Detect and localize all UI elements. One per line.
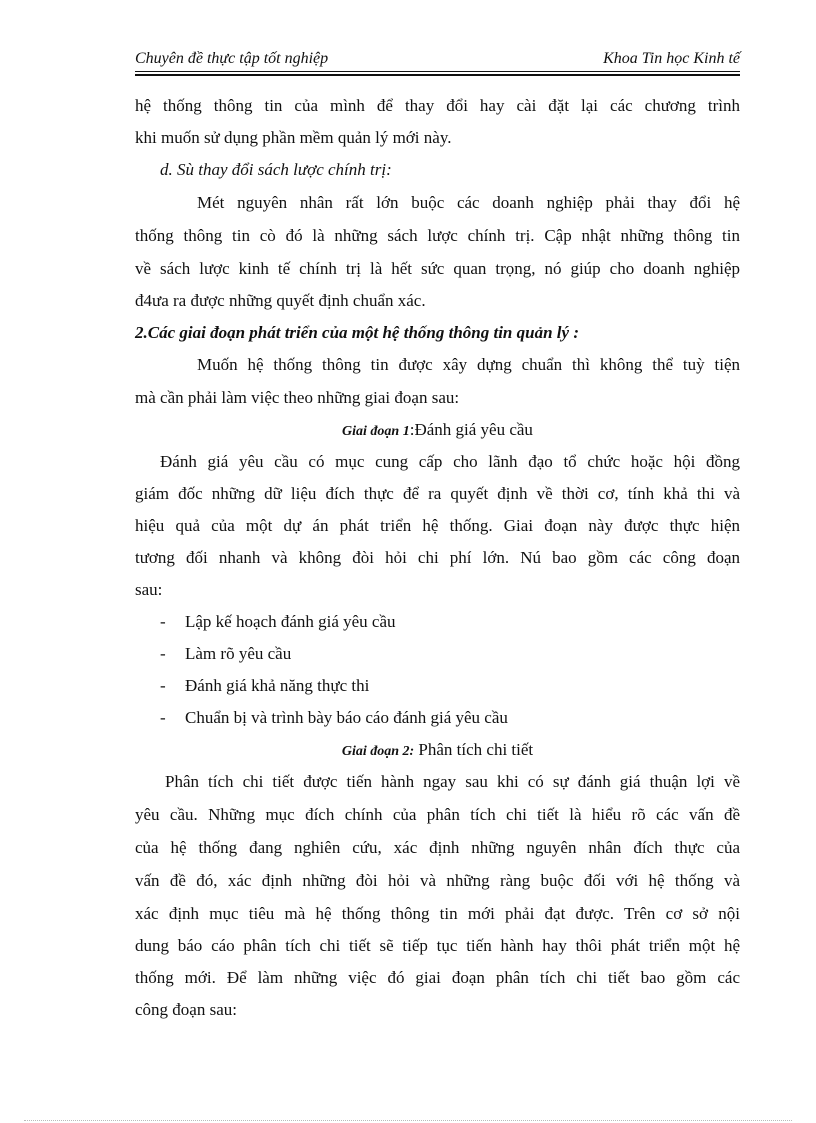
- stage-1-title: :Đánh giá yêu cầu: [409, 420, 533, 439]
- stage-1-heading: [135, 420, 740, 442]
- list-item-text: Lập kế hoạch đánh giá yêu cầu: [185, 612, 396, 631]
- paragraph-line: về sách lược kinh tế chính trị là hết sức quan trọng, nó giúp cho doanh nghiệp: [135, 259, 740, 278]
- paragraph-line: của hệ thống đang nghiên cứu, xác định những nguyên nhân đích thực của: [135, 838, 740, 857]
- paragraph-line: khi muốn sử dụng phần mềm quản lý mới này.: [135, 128, 452, 147]
- page-header: [135, 50, 740, 72]
- header-right-title: Khoa Tin học Kinh tế: [603, 50, 740, 67]
- paragraph-line: giám đốc những dữ liệu đích thực để ra quyết định về thời cơ, tính khả thi và: [135, 484, 740, 503]
- header-rule-thin: [135, 71, 740, 72]
- paragraph-line: công đoạn sau:: [135, 1000, 237, 1019]
- list-item-text: Chuẩn bị và trình bày báo cáo đánh giá yêu cầu: [185, 708, 508, 727]
- bullet-dash: -: [160, 612, 166, 631]
- bullet-dash: -: [160, 708, 166, 727]
- paragraph-line: mà cần phải làm việc theo những giai đoạn sau:: [135, 388, 460, 407]
- paragraph-line: hiệu quả của một dự án phát triển hệ thống. Giai đoạn này được thực hiện: [135, 516, 740, 535]
- paragraph-line: yêu cầu. Những mục đích chính của phân tích chi tiết là hiểu rõ các vấn đề: [135, 805, 740, 824]
- subheading-d: d. Sù thay đổi sách lược chính trị:: [160, 160, 392, 179]
- stage-2-label: Giai đoạn 2:: [341, 744, 415, 759]
- paragraph-line: Muốn hệ thống thông tin được xây dựng chuẩn thì không thể tuỳ tiện: [197, 355, 740, 374]
- paragraph-line: sau:: [135, 580, 163, 599]
- paragraph-line: tương đối nhanh và không đòi hỏi chi phí lớn. Nú bao gồm các công đoạn: [135, 548, 740, 567]
- stage-2-heading: [135, 740, 740, 762]
- paragraph-line: Đánh giá yêu cầu có mục cung cấp cho lãnh đạo tổ chức hoặc hội đồng: [160, 452, 740, 471]
- paragraph-line: hệ thống thông tin của mình để thay đổi hay cài đặt lại các chương trình: [135, 96, 740, 115]
- bullet-dash: -: [160, 676, 166, 695]
- paragraph-line: Phân tích chi tiết được tiến hành ngay sau khi có sự đánh giá thuận lợi về: [165, 772, 740, 791]
- paragraph-line: đ4ưa ra được những quyết định chuẩn xác.: [135, 291, 426, 310]
- paragraph-line: vấn đề đó, xác định những đòi hỏi và những ràng buộc đối với hệ thống và: [135, 871, 740, 890]
- header-left-title: Chuyên đề thực tập tốt nghiệp: [135, 50, 329, 67]
- header-rule-thick: [135, 74, 740, 76]
- stage-2-title: Phân tích chi tiết: [414, 740, 534, 759]
- page-bottom-divider: [24, 1120, 792, 1121]
- paragraph-line: Mét nguyên nhân rất lớn buộc các doanh nghiệp phải thay đổi hệ: [197, 193, 740, 212]
- paragraph-line: thống mới. Để làm những việc đó giai đoạn phân tích chi tiết bao gồm các: [135, 968, 740, 987]
- paragraph-line: xác định mục tiêu mà hệ thống thông tin mới phải đạt được. Trên cơ sở nội: [135, 904, 740, 923]
- section-heading-2: 2.Các giai đoạn phát triển của một hệ thống thông tin quản lý :: [135, 323, 579, 342]
- list-item-text: Đánh giá khả năng thực thi: [185, 676, 370, 695]
- bullet-dash: -: [160, 644, 166, 663]
- stage-1-label: Giai đoạn 1: [342, 424, 410, 439]
- paragraph-line: thống thông tin cò đó là những sách lược chính trị. Cập nhật những thông tin: [135, 226, 740, 245]
- paragraph-line: dung báo cáo phân tích chi tiết sẽ tiếp tục tiến hành hay thôi phát triển một hệ: [135, 936, 740, 955]
- list-item-text: Làm rõ yêu cầu: [185, 644, 292, 663]
